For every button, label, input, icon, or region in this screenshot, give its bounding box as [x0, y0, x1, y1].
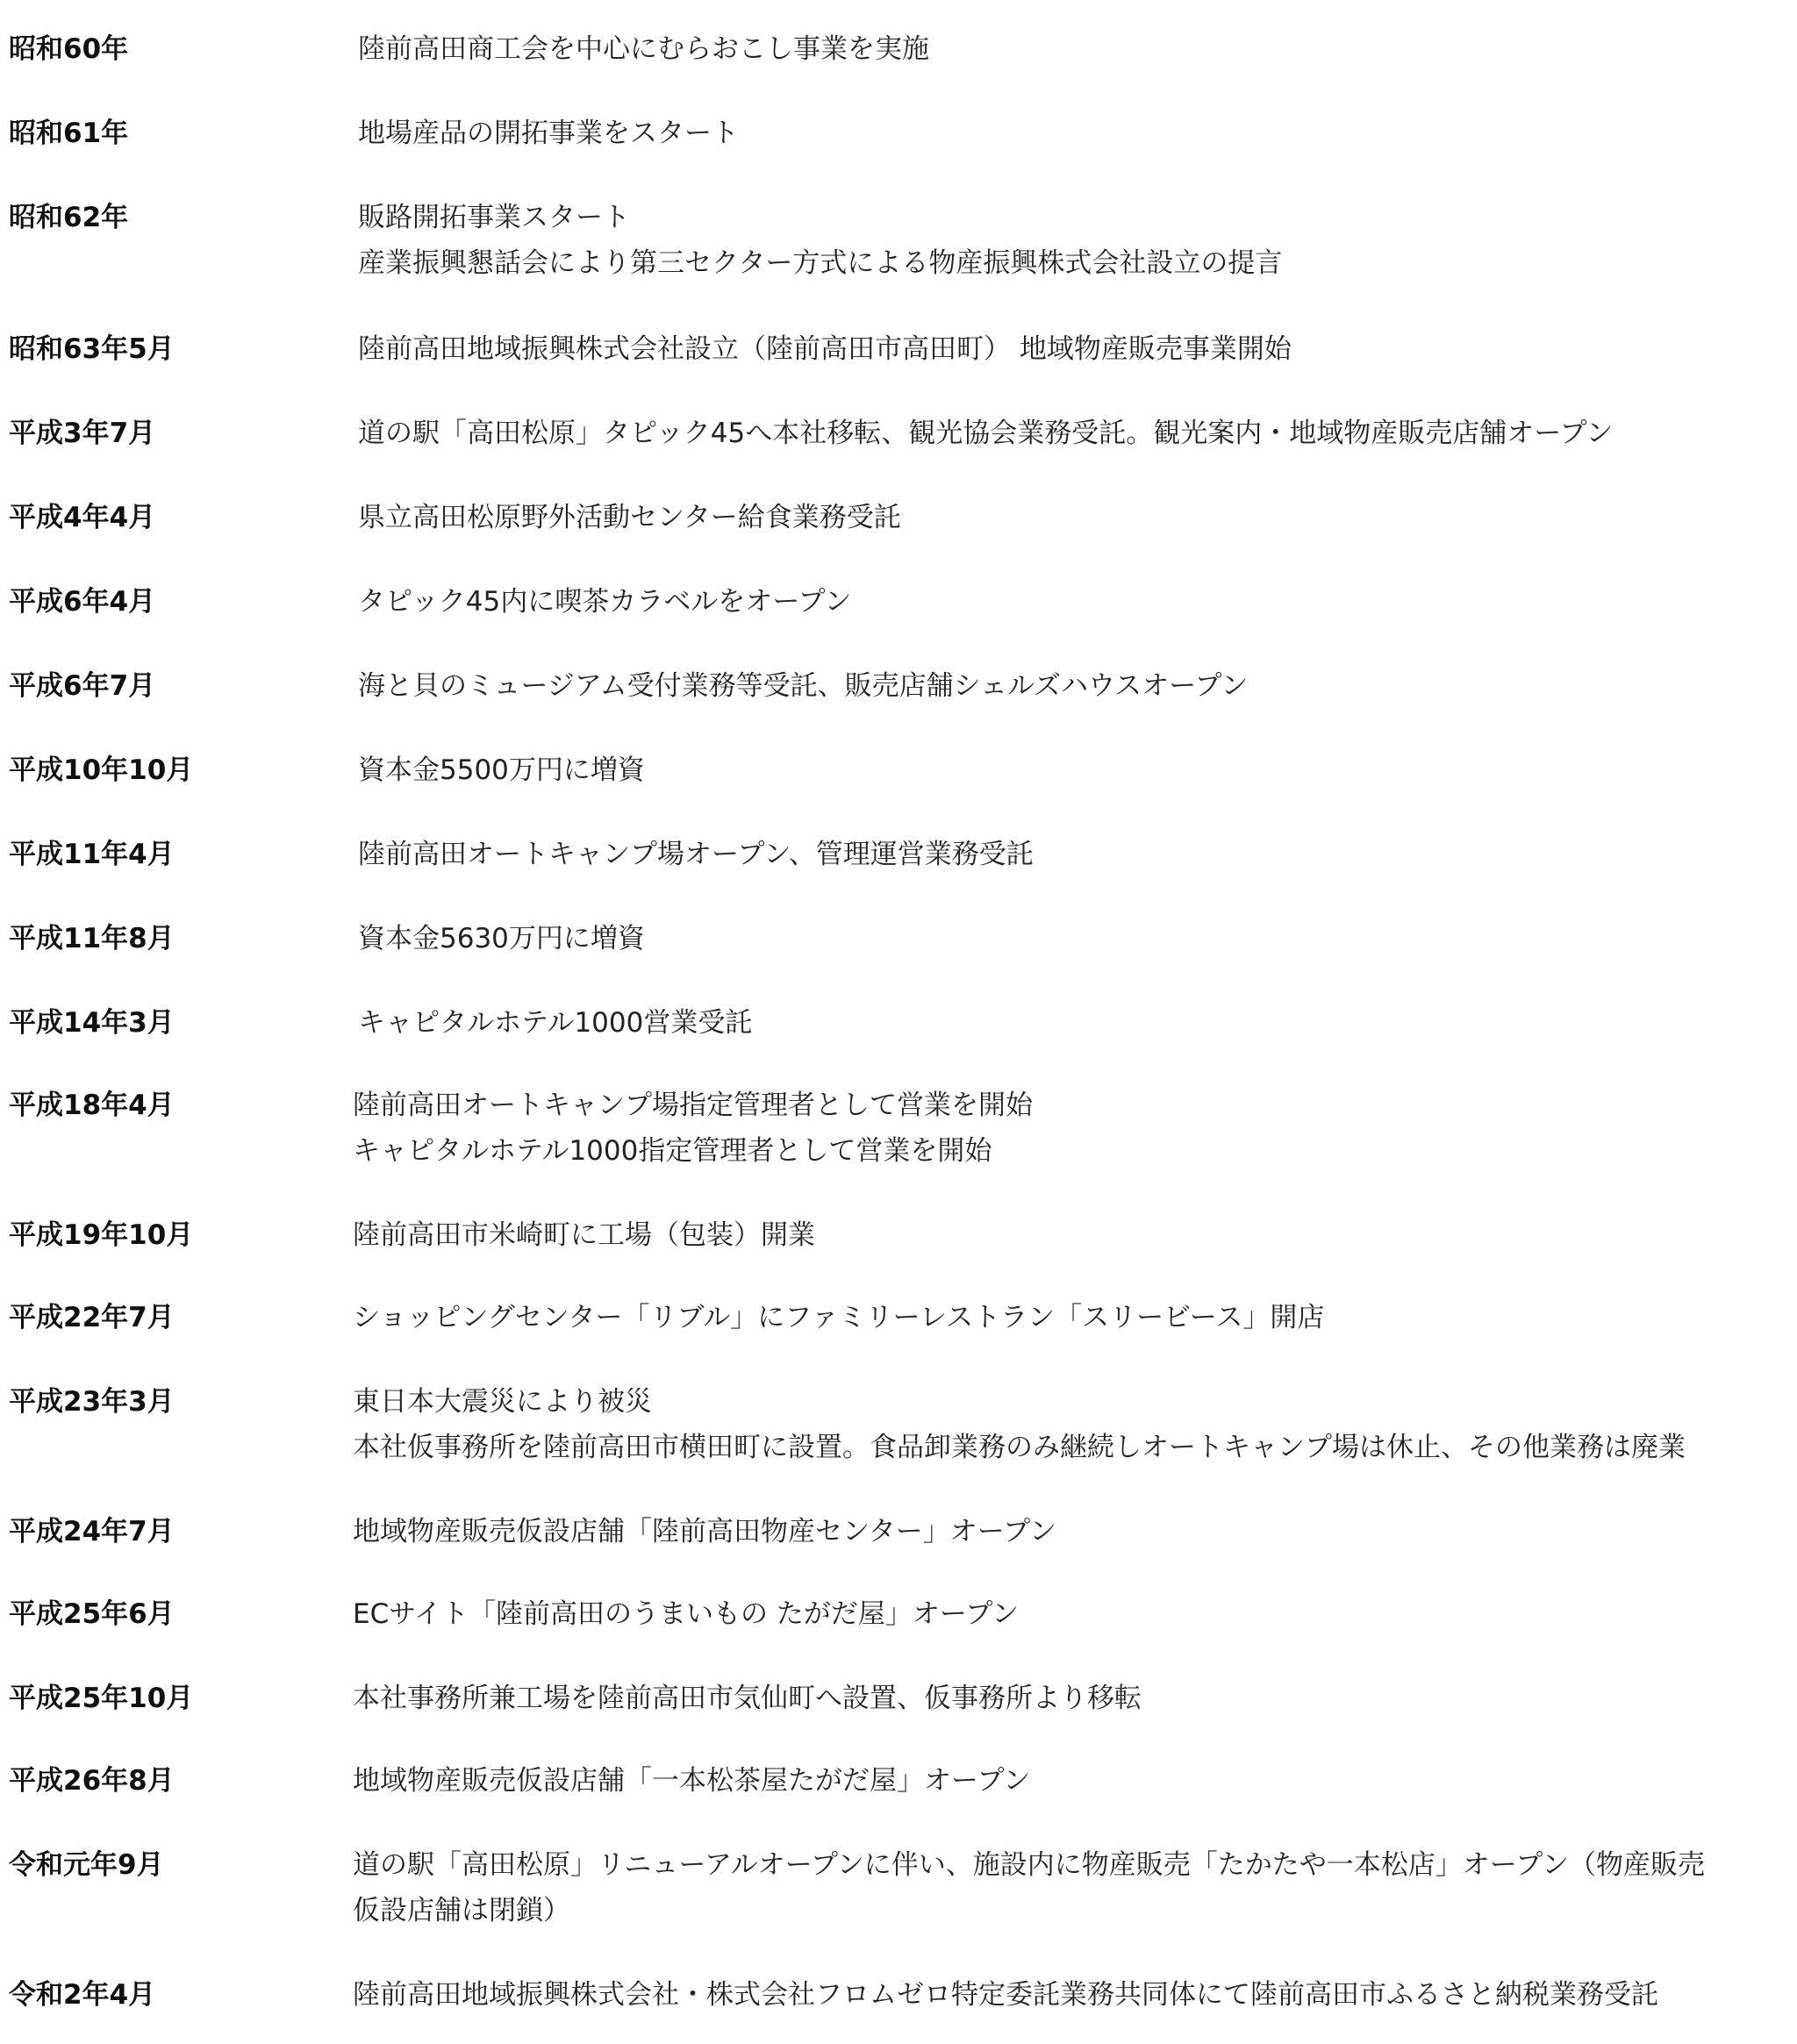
- history-description: [358, 111, 739, 156]
- history-date: 平成24年7月: [9, 1516, 175, 1547]
- history-line: 本社事務所兼工場を陸前高田市気仙町へ設置、仮事務所より移転: [353, 1683, 1142, 1714]
- history-line: 陸前高田地域振興株式会社設立（陸前高田市高田町） 地域物産販売事業開始: [358, 333, 1292, 365]
- history-description: [353, 1083, 1033, 1174]
- history-description: [358, 663, 1248, 709]
- history-line: 資本金5500万円に増資: [358, 754, 645, 786]
- history-date: 昭和62年: [9, 202, 129, 233]
- history-line: 道の駅「高田松原」リニューアルオープンに伴い、施設内に物産販売「たかたや一本松店」オープン（物産販売: [353, 1849, 1706, 1881]
- history-line: ショッピングセンター「リブル」にファミリーレストラン「スリービース」開店: [353, 1302, 1325, 1333]
- history-line: 産業振興懇話会により第三セクター方式による物産振興株式会社設立の提言: [358, 247, 1283, 279]
- history-date: 平成19年10月: [9, 1219, 194, 1251]
- history-line: 道の駅「高田松原」タピック45へ本社移転、観光協会業務受託。観光案内・地域物産販売店舗オープン: [358, 418, 1614, 449]
- history-date: 昭和63年5月: [9, 333, 175, 365]
- history-line: 県立高田松原野外活動センター給食業務受託: [358, 502, 901, 533]
- history-line: ECサイト「陸前高田のうまいもの たがだ屋」オープン: [353, 1598, 1020, 1630]
- history-date: 平成3年7月: [9, 418, 156, 449]
- history-line: キャピタルホテル1000指定管理者として営業を開始: [353, 1135, 992, 1167]
- history-date: 平成11年4月: [9, 839, 175, 870]
- history-line: キャピタルホテル1000営業受託: [358, 1007, 753, 1039]
- history-date: 平成26年8月: [9, 1765, 175, 1797]
- history-description: [353, 1509, 1056, 1554]
- history-date: 昭和60年: [9, 33, 129, 65]
- history-date: 平成18年4月: [9, 1090, 175, 1121]
- history-line: 地場産品の開拓事業をスタート: [358, 118, 739, 149]
- history-description: [358, 916, 645, 961]
- history-date: 平成25年6月: [9, 1598, 175, 1630]
- history-date: 令和2年4月: [9, 1979, 156, 2011]
- history-line: 海と貝のミュージアム受付業務等受託、販売店舗シェルズハウスオープン: [358, 670, 1249, 702]
- history-date: 平成4年4月: [9, 502, 156, 533]
- history-line: 地域物産販売仮設店舗「陸前高田物産センター」オープン: [353, 1516, 1056, 1547]
- history-line: 陸前高田オートキャンプ場オープン、管理運営業務受託: [358, 839, 1034, 870]
- history-description: [358, 26, 929, 72]
- history-line: 本社仮事務所を陸前高田市横田町に設置。食品卸業務のみ継続しオートキャンプ場は休止、その他業務は廃業: [353, 1432, 1686, 1463]
- history-description: [353, 1212, 815, 1258]
- history-description: [353, 1758, 1030, 1804]
- history-description: [353, 1676, 1142, 1721]
- history-date: 平成6年7月: [9, 670, 156, 702]
- history-line: 東日本大震災により被災: [353, 1386, 652, 1418]
- history-description: [358, 579, 851, 625]
- history-line: 販路開拓事業スタート: [358, 202, 630, 233]
- history-line: 陸前高田オートキャンプ場指定管理者として営業を開始: [353, 1090, 1033, 1121]
- history-description: [358, 495, 901, 540]
- history-line: 陸前高田市米崎町に工場（包装）開業: [353, 1219, 815, 1251]
- history-description: [358, 195, 1282, 286]
- history-line: 地域物産販売仮設店舗「一本松茶屋たがだ屋」オープン: [353, 1765, 1031, 1797]
- history-description: [353, 1972, 1658, 2018]
- history-description: [353, 1842, 1705, 1933]
- history-line: 陸前高田商工会を中心にむらおこし事業を実施: [358, 33, 929, 65]
- history-date: 平成6年4月: [9, 586, 156, 618]
- history-description: [358, 411, 1613, 456]
- history-date: 昭和61年: [9, 118, 129, 149]
- history-description: [353, 1295, 1324, 1340]
- history-date: 平成25年10月: [9, 1683, 194, 1714]
- history-line: 資本金5630万円に増資: [358, 923, 645, 954]
- history-description: [353, 1591, 1019, 1637]
- history-description: [358, 326, 1292, 372]
- history-date: 平成14年3月: [9, 1007, 175, 1039]
- history-date: 令和元年9月: [9, 1849, 164, 1881]
- history-date: 平成11年8月: [9, 923, 175, 954]
- history-description: [358, 1000, 752, 1046]
- history-line: 陸前高田地域振興株式会社・株式会社フロムゼロ特定委託業務共同体にて陸前高田市ふるさと納税業務受託: [353, 1979, 1658, 2011]
- history-line: タピック45内に喫茶カラベルをオープン: [358, 586, 852, 618]
- history-description: [358, 747, 645, 793]
- history-date: 平成22年7月: [9, 1302, 175, 1333]
- history-description: [353, 1379, 1686, 1470]
- history-line: 仮設店舗は閉鎖）: [353, 1895, 570, 1926]
- history-description: [358, 832, 1034, 877]
- history-date: 平成23年3月: [9, 1386, 175, 1418]
- history-date: 平成10年10月: [9, 754, 194, 786]
